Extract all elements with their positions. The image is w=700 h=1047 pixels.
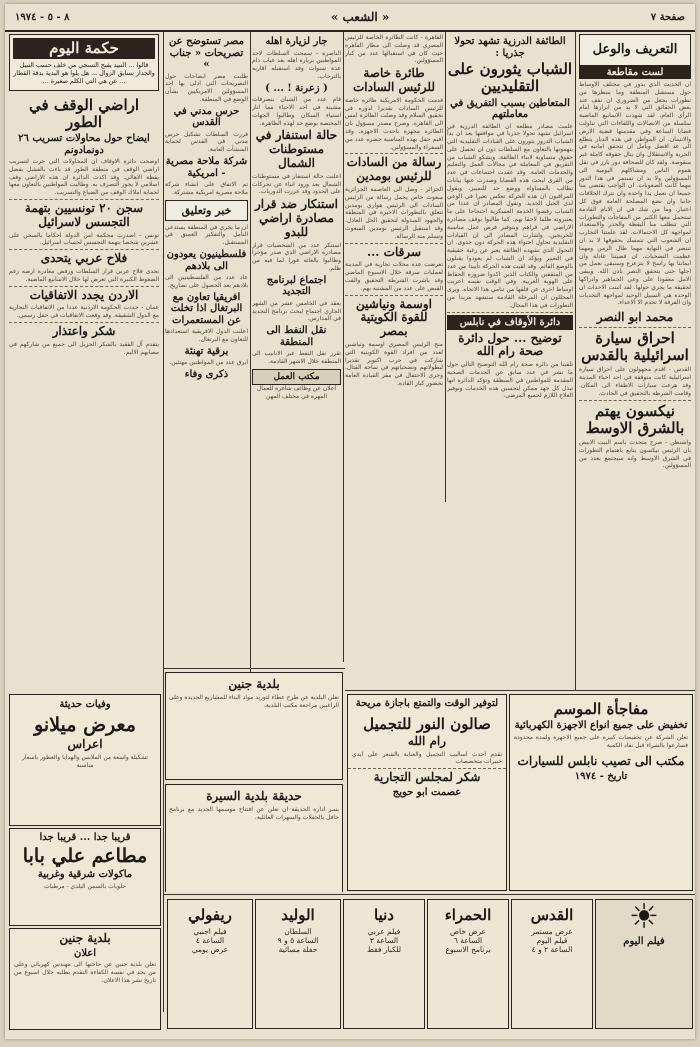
cinema-lines <box>348 927 420 954</box>
column-3 <box>345 34 443 662</box>
cinema-line: للكبار فقط <box>367 945 401 954</box>
exhibit-text: تشكيلة واسعة من الملابس والهدايا والعطور باسعار مناسبة <box>22 754 148 769</box>
cinema-card-rivoli <box>167 899 253 1029</box>
lands-text: اوضحت دائرة الاوقاف ان المحاولات التي جرت لتسريب اراضي الوقف في منطقة الطور قد باءت بالفشل بفضل يقظة الاهالي. وقد اكدت الدائرة ان هذه الاراضي وقف اسلامي لا يجوز التصرف به. وطالبت المواطنين بالتعاون معها لحماية املاك الوقف من الضياع والتسريب. <box>9 158 159 197</box>
falah-headline: فلاح عربي يتحدى <box>40 251 128 266</box>
wisdom-box <box>9 34 159 91</box>
hall-box <box>165 784 343 892</box>
divider <box>348 768 506 769</box>
right-column <box>579 34 691 684</box>
cinema-name: الوليد <box>281 906 315 924</box>
small-municipal-text: تعلن البلدية عن طرح عطاء لتوريد مواد البناء للمشاريع الجديدة وعلى الراغبين مراجعة مكتب البلدية. <box>169 693 339 709</box>
nixon-headline: نيكسون يهتم بالشرق الاوسط <box>585 401 685 437</box>
city-label: رام الله <box>407 733 447 748</box>
falah-text: تحدى فلاح عربي قرار السلطات ورفض مغادرة ارضه رغم الضغوط الكبيرة التي تعرض لها خلال الاسابيع الماضية. <box>9 268 159 283</box>
municipality-title: بلدية جنين <box>59 931 111 945</box>
prison-headline: سجن ٢٠ تونسيين بتهمة التجسس لاسرائيل <box>24 201 144 229</box>
cinema-lines <box>172 927 248 954</box>
divider <box>345 295 443 296</box>
mosque-banner: دائرة الأوقاف في نابلس <box>447 315 573 330</box>
column-rule <box>445 32 446 502</box>
babba-text: حلويات بالسمن البلدي - مرطبات <box>43 882 127 890</box>
labor-office-text: اعلان عن وظائف شاغرة للعمال المهرة في مختلف المهن <box>256 384 337 400</box>
cinema-line: فيلم عربي <box>367 927 401 936</box>
cinema-lines <box>432 927 504 954</box>
cinema-card-dunya <box>343 899 425 1029</box>
vacation-text: تقدم احدث اساليب التجميل والعناية بالشعر على ايدي خبيرات متخصصات <box>352 750 502 766</box>
sale-line: تخفيض على جميع انواع الاجهزة الكهربائية <box>514 720 688 732</box>
col4-text-1: الناصرة - سمحت السلطات لاحد المواطنين بزيارة اهله بعد غياب دام عدة سنوات وقد استقبله اقاربه بالترحاب. <box>252 49 341 80</box>
divider <box>579 400 691 401</box>
col5-headline-6: برقية تهنئة <box>184 345 229 357</box>
section-rule <box>163 894 695 895</box>
col5-text-4: ان ما يجري في المنطقة يستدعي التأمل والتفكير العميق في المستقبل. <box>165 223 248 247</box>
small-municipal-box <box>165 672 343 780</box>
main-headline: الشباب يثورون على التقليديين <box>447 60 573 96</box>
cinema-name: ريفولي <box>188 906 232 924</box>
col4-text-3: اعلنت حالة استنفار في مستوطنات الشمال بعد ورود انباء عن تحركات على الحدود وقد عززت الدوريات. <box>252 172 341 196</box>
column-rule <box>343 32 344 662</box>
wisdom-title: حكمة اليوم <box>13 38 155 59</box>
thanks-title: شكر لمجلس التجارية <box>373 770 481 785</box>
cinema-name: الحمراء <box>444 906 492 924</box>
sale-text: تعلن الشركة عن تخفيضات كبيرة على جميع الاجهزة ولمدة محدودة فسارعوا بالشراء قبل نفاد الكمية <box>514 733 688 749</box>
cinema-line: عرض مستمر <box>531 927 573 936</box>
newspaper-page <box>5 4 695 1039</box>
exhibit-announce: وفيات حديثة <box>59 699 111 710</box>
babba-ad <box>9 828 161 926</box>
cinema-line: حفلة مسائية <box>278 945 318 954</box>
kicker: الطائفة الدرزية تشهد تحولا جذريا : <box>454 36 566 59</box>
cinema-line: الساعة ٥ و ٩ <box>277 936 319 945</box>
hall-label: صالون النور للتجميل <box>363 714 491 733</box>
cinema-line: فيلم اجنبي <box>193 927 227 936</box>
col3-text-d: تعرضت عدة محلات تجارية في المدينة لعمليات سرقة خلال الاسبوع الماضي وقد باشرت الشرطة التحقيق والقت القبض على عدد من المشتبه بهم. <box>345 261 443 292</box>
medals-headline: اوسمة ونياشين للقوة الكويتية بمصر <box>356 296 432 339</box>
municipality-text: تعلن بلدية جنين عن حاجتها الى مهندس كهربائي وعلى من يجد في نفسه الكفاءة التقدم بطلبه خلال اسبوع من تاريخ نشر هذا الاعلان. <box>14 961 156 984</box>
col5-text-2: قررت السلطات تشكيل حرس مدني في القدس لحماية المنشآت العامة. <box>165 130 248 154</box>
col5-text-3: تم الاتفاق على انشاء شركة ملاحة مصرية امريكية مشتركة. <box>165 181 248 196</box>
column-5 <box>165 34 248 669</box>
jordan-headline: الاردن يجدد الاتفاقيات <box>29 287 139 302</box>
nixon-text: واشنطن - صرح متحدث باسم البيت الابيض بان الرئيس نيكسون يتابع باهتمام التطورات في الشرق الاوسط وانه سيجتمع بعدد من المسؤولين. <box>579 439 691 470</box>
cinema-lines <box>260 927 336 954</box>
thefts-headline: سرقات ... <box>366 244 422 259</box>
cousins-headline: شكر واعتذار <box>52 323 116 338</box>
car-office: مكتب الى تصيب نابلس للسيارات <box>517 754 685 769</box>
column-4 <box>252 34 341 669</box>
col5-headline-4: فلسطينيون يعودون الى بلادهم <box>166 249 247 272</box>
babba-sub: ماكولات شرقية وغربية <box>37 869 133 881</box>
vacation-title: لتوفير الوقت والتمتع باجازة مريحة <box>355 698 499 709</box>
cousins-text: يتقدم آل الفقيد بالشكر الجزيل الى جميع من شاركهم في مصابهم الاليم. <box>9 340 159 356</box>
col5-headline-7: ذكرى وفاء <box>184 369 229 381</box>
cinema-line: فيلم اليوم <box>536 936 568 945</box>
car-date: تاريخ - ١٩٧٤ <box>574 771 628 783</box>
divider <box>345 153 443 154</box>
divider <box>9 322 159 323</box>
col5-headline-1: مصر تستوضح عن تصريحات « جناب » <box>169 36 244 70</box>
col3-text-a: القاهرة - كانت الطائرة الخاصة للرئيس المصري قد وصلت الى مطار القاهرة حيث كان في استقبالها عدد من كبار المسؤولين. <box>345 34 443 65</box>
municipality-ad <box>9 928 161 1030</box>
exhibit-ad <box>9 694 161 826</box>
masthead <box>5 4 695 32</box>
col4-text-4: استنكر عدد من الشخصيات قرار مصادرة الاراضي الذي صدر مؤخرا وطالبوا بالغائه فورا لما فيه من ظلم. <box>252 241 341 272</box>
cinema-card-alquds <box>511 899 593 1029</box>
hall-text: يسر ادارة الحديقة ان تعلن عن افتتاح موسمها الجديد مع برنامج حافل بالحفلات والسهرات العائلية. <box>169 805 339 821</box>
divider <box>579 327 691 328</box>
page-number: صفحة ٧ <box>650 11 685 23</box>
cinema-line: السلطان <box>284 927 312 936</box>
col5-text-1: طلبت مصر ايضاحات حول التصريحات التي ادلى بها احد المسؤولين الامريكيين بشأن الوضع في المنطقة. <box>165 72 248 103</box>
col4-text-2: قام عدد من الشبان بتصرفات مشينة في احد الاحياء مما اثار استياء السكان وطالبوا الجهات المختصة بوضع حد لهذه الظاهرة. <box>252 96 341 127</box>
col5-headline-3: شركة ملاحة مصرية - امريكية <box>165 156 248 179</box>
cinema-card-alwalid <box>255 899 341 1029</box>
col3-text-b: قدمت الحكومة الامريكية طائرة خاصة للرئيس السادات تقديرا لدوره في تحقيق السلام وقد وصلت الطائرة امس الى القاهرة. وصرح مصدر مسؤول بان الطائرة مجهزة باحدث الاجهزة. وقد اقيم حفل بهذه المناسبة حضره عدد من السفراء والمسؤولين. <box>345 96 443 151</box>
col4-headline-3: حالة استنفار في مستوطنات الشمال <box>255 128 338 170</box>
babba-near: قريبا جدا ... قريبا جدا <box>39 832 131 843</box>
col5-headline-2: حرس مدني في القدس <box>173 105 240 129</box>
cinema-name: القدس <box>530 906 574 924</box>
divider <box>345 243 443 244</box>
main-story-column <box>447 34 573 689</box>
poster-caption: فيلم اليوم <box>623 936 665 947</box>
thanks-name: عصمت ابو حويج <box>392 786 462 798</box>
lands-headline: اراضي الوقف في الطور <box>28 95 140 131</box>
babba-name: مطاعم علي بابا <box>22 844 148 867</box>
main-subhead: المتعاطين بسبب التفريق في معاملتهم <box>450 97 570 120</box>
column-subtitle: لست مقاطعة <box>579 66 691 79</box>
fire-headline: احراق سيارة اسرائيلية بالقدس <box>581 328 689 365</box>
issue-date: ٨ - ٥ - ١٩٧٤ <box>15 11 70 23</box>
cinema-line: برنامج الاسبوع <box>445 945 491 954</box>
wisdom-text: قالوا ... النبيد يفيج النسجي من خلف حسب النبيل والجدار بسابق الزوال ... هل يلوا هو البدية بدقة القطار ... عن هي التي الكلم صغيرة ... <box>13 62 155 86</box>
author-name: محمد ابو النصر <box>596 310 674 325</box>
municipality-sub: اعلان <box>73 947 97 959</box>
jordan-text: عمان - جددت الحكومة الاردنية عددا من الاتفاقيات التجارية مع الدول الشقيقة. وقد وقعت الاتفاقيات في حفل رسمي. <box>9 304 159 320</box>
exhibit-title: معرض ميلانو <box>34 713 136 736</box>
newspaper-name: « الشعب » <box>330 10 390 24</box>
col5-text-7: ابرق عدد من المواطنين مهنئين. <box>169 359 248 367</box>
cinema-name: دنيا <box>374 906 394 924</box>
column-rule <box>575 32 576 690</box>
col4-headline-2: ( زعرنة ! ... ) <box>265 82 328 94</box>
sale-title: مفاجأة الموسم <box>553 700 649 718</box>
col4-text-6: تقرر نقل النفط عبر الانابيب الى المنطقة خلال الاشهر القادمة. <box>252 350 341 365</box>
cinema-card-alhamra <box>427 899 509 1029</box>
col5-text-6: اعلنت الدول الافريقية استعدادها للتعاون مع البرتغال. <box>165 328 248 343</box>
divider <box>447 312 573 313</box>
cinema-line: الساعة ٢ و ٤ <box>531 945 573 954</box>
main-story-text: علمت مصادر مطلعة ان الطائفة الدرزية في اسرائيل تشهد تحولا جذريا في مواقفها بعد ان بدأ الشباب الدروز يثورون على القيادات التقليدية التي يتهمونها بالتعاون مع السلطات دون ان تحصل على حقوق متساوية لابناء الطائفة. ويشكو الشباب من التفريق في المعاملة في مجالات العمل والتعليم والخدمات العامة. وقد عقدت اجتماعات في عدد من القرى لبحث هذه القضايا وصدرت عنها بيانات تطالب بالمساواة ووضع حد للتمييز. ويقول المراقبون ان هذه الحركة تعكس تغيرا في الوعي لدى الجيل الجديد. وتقول المصادر ان عددا من الشباب رفضوا الخدمة العسكرية احتجاجا على ما يعتبرونه ظلما لاحقا بهم. كما طالبوا بوقف مصادرة الاراضي في قراهم وبتوفير فرص عمل مناسبة للخريجين. واشارت المصادر الى ان القيادات التقليدية تحاول احتواء هذه الحركة دون جدوى. ان التحول الذي تشهده الطائفة يعبر عن رغبة حقيقية في التغيير ويؤكد ان الشباب لم يعودوا يقبلون بالوضع القائم. وقد لقيت هذه الحركة تأييدا من عدد من المثقفين والكتاب الذين اكدوا ضرورة الحفاظ على الهوية العربية. وفي الوقت نفسه اعربت اوساط اخرى عن قلقها من تنامي هذا الاتجاه. ويرى المحللون ان المرحلة القادمة ستشهد مزيدا من التطورات في هذا المجال. <box>447 122 573 309</box>
divider <box>9 199 159 200</box>
wedding-label: اعراس <box>67 737 103 752</box>
letter-headline: رسالة من السادات للرئيس بومدين <box>346 155 442 184</box>
labor-office-box: مكتب العمل <box>252 369 341 385</box>
fire-text: القدس - اقدم مجهولون على احراق سيارة اسرائيلية كانت متوقفة في احد احياء المدينة وقد هرعت سيارات الاطفاء الى المكان. وقامت الشرطة بالتحقيق في الحادث. <box>579 366 691 397</box>
cinema-line: الساعة ٦ <box>453 936 483 945</box>
sale-ad <box>509 694 693 891</box>
lands-subhead: ايضاح حول محاولات تسريب ٢٦ دونمادونم <box>18 133 150 156</box>
commentary-logo: خبر وتعليق <box>165 200 248 221</box>
prison-text: تونس - اصدرت محكمة امن الدولة احكاما بالسجن على عشرين شخصا بتهمة التجسس لحساب اسرائيل. <box>9 231 159 247</box>
cinema-line: عرض يومي <box>191 945 229 954</box>
column-rule <box>250 32 251 672</box>
section-rule <box>345 690 695 691</box>
col4-text-5: يعقد في الخامس عشر من الشهر الجاري اجتماع لبحث برنامج التجديد في المدارس. <box>252 299 341 323</box>
cinema-line: عرض خاص <box>449 927 487 936</box>
cinema-lines <box>516 927 588 954</box>
right-column-text: ان الحديث الذي يدور في مختلف الاوساط حول مستقبل المنطقة وما ينتظرها من تطورات يجعل من الضروري ان نقف عند بعض الحقائق التي لا بد من ابرازها امام الرأي العام. لقد شهدت الاسابيع الماضية سلسلة من الاتصالات واللقاءات التي تناولت قضايا الساعة وفي مقدمتها قضية الارض والانسان. ان المواطن في هذه الديار يتطلع الى غد افضل ويأمل ان تتحقق امانيه في الحرية والاستقلال وان ينال حقوقه كاملة غير منقوصة. ولقد كان للصحافة دور بارز في نقل هموم الناس ومشاكلهم اليومية الى المسؤولين ولا بد ان نستمر في هذا الدور مهما كانت الصعوبات. ان الواجب يقتضي منا جميعا ان نعمل يدا واحدة وان نترك الخلافات جانبا وان نضع المصلحة العامة فوق كل اعتبار. وما من شك في ان الايام القادمة ستحمل معها الكثير من المفاجآت والتطورات التي تتطلب منا اليقظة والحذر والاستعداد لمواجهة كل الاحتمالات. لقد علمتنا التجارب ان الشعوب التي تتمسك بحقوقها لا بد ان تنتصر في النهاية مهما طال الزمن ومهما عظمت التضحيات. ان قضيتنا عادلة وان ايماننا بها راسخ لا يتزعزع وسنبقى نعمل من اجلها حتى يتحقق النصر باذن الله. ويبقى الامل معقودا على وعي الجماهير وادراكها لحقيقة ما يجري حولها. لقد اثبتت الاحداث ان الوحدة هي السبيل الوحيد لمواجهة التحديات وان الفرقة لا تخدم الا الاعداء. <box>579 81 691 307</box>
col3-text-e: منح الرئيس المصري اوسمة ونياشين لعدد من افراد القوة الكويتية التي شاركت في حرب اكتوبر تقديرا لبطولاتهم وتضحياتهم في ساحة القتال. وجرى الاحتفال في مقر القيادة العامة بحضور كبار القادة. <box>345 340 443 387</box>
vacation-ad <box>347 694 507 891</box>
col4-headline-5: اجتماع لبرنامج التجديد <box>266 274 327 298</box>
col4-headline-6: نقل النفط الى المنطقة <box>266 325 327 348</box>
cinema-line: الساعة ٤ <box>195 936 225 945</box>
col5-headline-5: افريقيا تعاون مع البرتغال اذا تخلت عن المستعمرات <box>170 291 243 326</box>
small-municipal-title: بلدية جنين <box>228 677 280 691</box>
column-rule <box>163 32 164 1012</box>
col4-headline-4: استنكار ضد قرار مصادرة اراضي للبدو <box>254 197 339 239</box>
sun-icon: ☀ <box>628 899 660 937</box>
middle-bottom-left <box>165 672 343 892</box>
left-column <box>9 34 159 684</box>
nablus-text: تلقينا من دائرة صحة رام الله التوضيح التالي حول ما نشر في عدد سابق عن الخدمات الصحية المقدمة للمواطنين في المنطقة وتؤكد الدائرة انها تبذل كل جهد ممكن لتحسين هذه الخدمات وتوفير العلاج اللازم لجميع المرضى. <box>447 361 573 400</box>
column-logo: التعريف والوعل <box>579 34 691 66</box>
movie-poster <box>595 899 693 1029</box>
col3-text-c: الجزائر - وصل الى العاصمة الجزائرية مبعوث خاص يحمل رسالة من الرئيس السادات الى الرئيس هواري بومدين تتعلق بالتطورات الاخيرة في المنطقة والجهود المبذولة لتحقيق الحل العادل. وقد استقبل الرئيس بومدين المبعوث وتسلم منه الرسالة. <box>345 185 443 240</box>
col4-headline-1: جار لزيارة اهله <box>265 36 328 47</box>
divider <box>9 286 159 287</box>
cinema-line: الساعة ٣ <box>369 936 399 945</box>
col5-text-5: عاد عدد من الفلسطينيين الى بلادهم بعد الحصول على تصاريح. <box>165 274 248 289</box>
hall-title: حديقة بلدية السيرة <box>206 789 302 803</box>
divider <box>9 249 159 250</box>
special-plane-headline: طائرة خاصة للرئيس السادات <box>352 66 435 94</box>
nablus-headline: توضيح ... حول دائرة صحة رام الله <box>458 330 562 359</box>
